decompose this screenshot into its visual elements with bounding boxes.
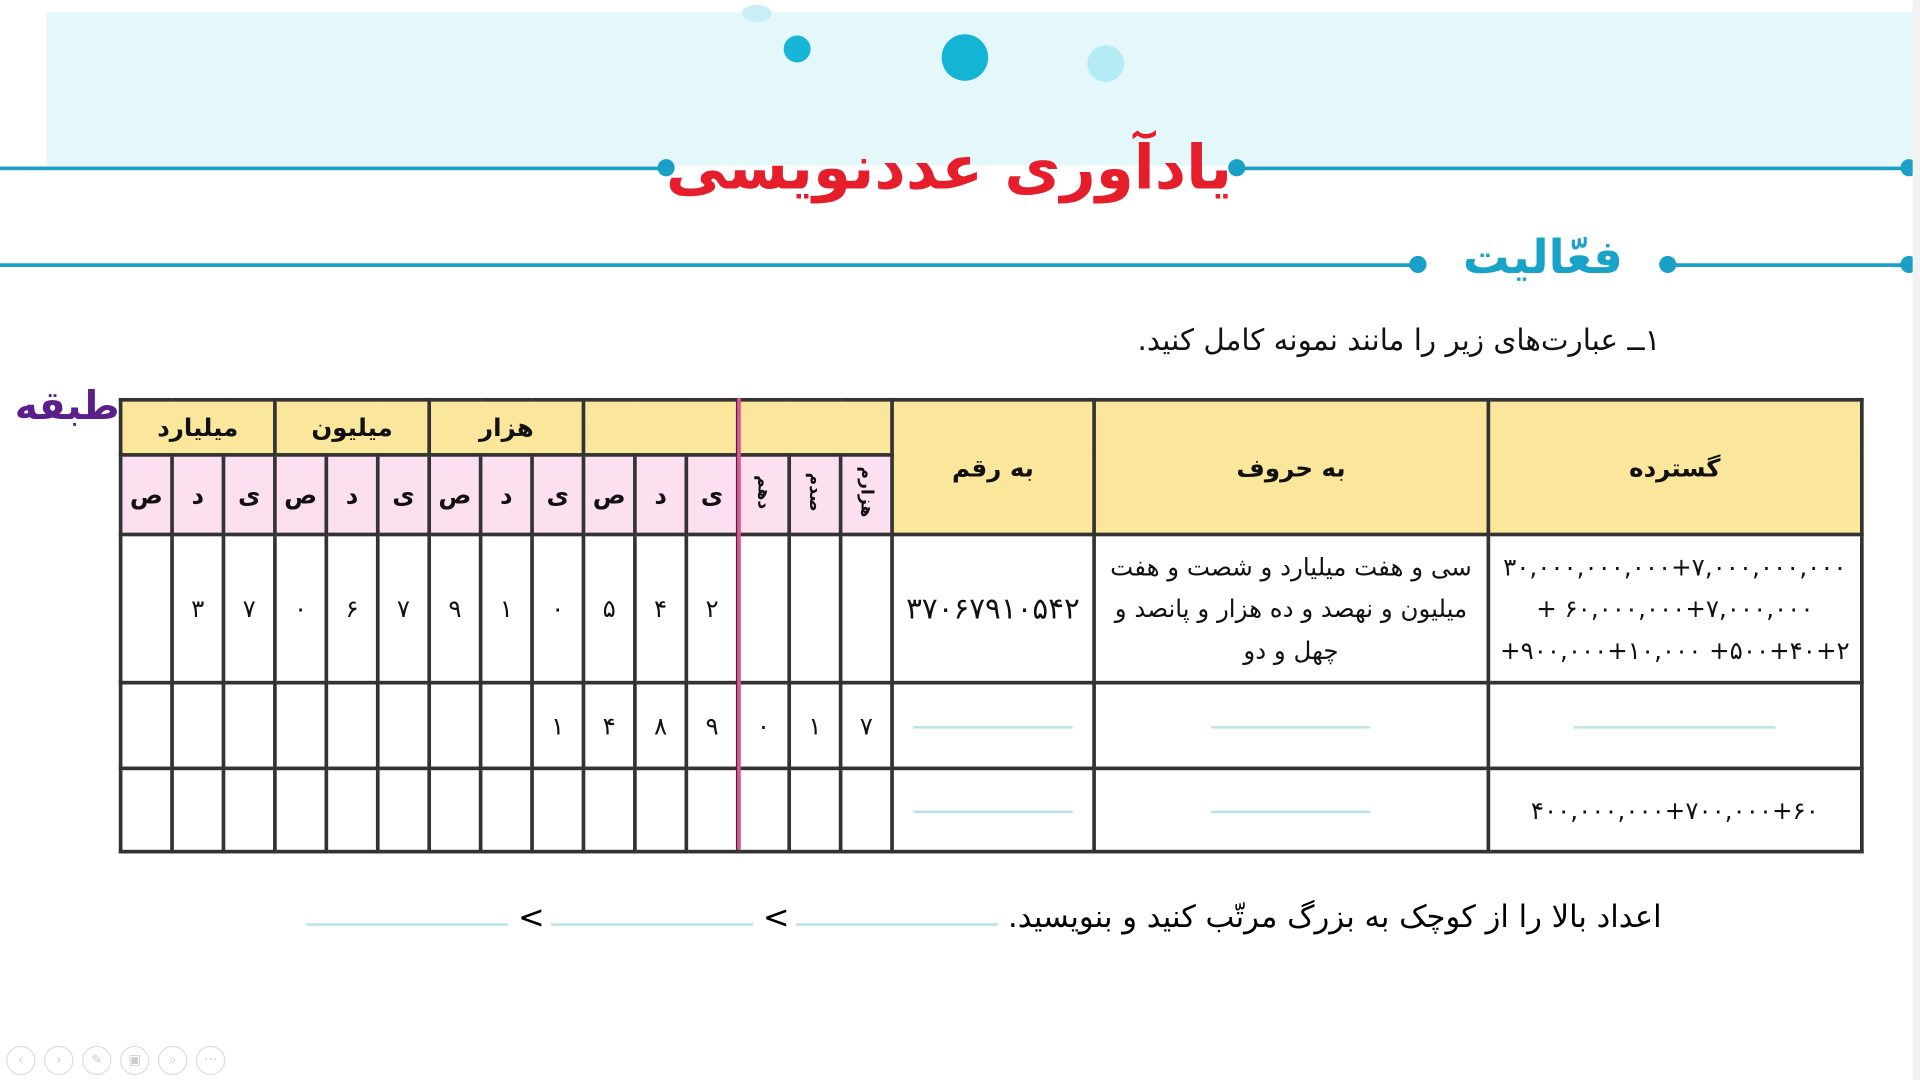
expanded-cell[interactable] — [1488, 768, 1861, 851]
digit-cell[interactable]: ۴ — [635, 534, 686, 682]
decimal-label — [738, 455, 789, 535]
digit-cell[interactable]: ۹ — [429, 534, 480, 682]
decor-dot — [1087, 45, 1124, 82]
header-words: به حروف — [1094, 400, 1488, 535]
digit-cell[interactable] — [275, 683, 326, 769]
place-label: د — [172, 455, 223, 535]
digit-cell[interactable]: ۱ — [481, 534, 532, 682]
answer-blank[interactable] — [306, 923, 508, 925]
digit-cell[interactable] — [223, 768, 274, 851]
digit-cell[interactable]: ۷ — [378, 534, 429, 682]
more-icon[interactable]: ··· — [196, 1046, 225, 1075]
place-label: ی — [378, 455, 429, 535]
digit-cell[interactable] — [583, 768, 634, 851]
decimal-label — [841, 455, 892, 535]
digit-cell[interactable] — [686, 768, 737, 851]
digit-cell[interactable] — [121, 683, 172, 769]
digit-cell[interactable] — [172, 768, 223, 851]
digit-cell[interactable] — [738, 768, 789, 851]
expanded-cell[interactable] — [1488, 683, 1861, 769]
digit-cell[interactable] — [532, 768, 583, 851]
digit-cell[interactable] — [481, 768, 532, 851]
expanded-cell[interactable] — [1488, 534, 1861, 682]
place-label: د — [481, 455, 532, 535]
instruction-text: ۱ــ عبارت‌های زیر را مانند نمونه کامل کنید. — [1137, 323, 1661, 358]
digit-cell[interactable]: ۲ — [686, 534, 737, 682]
place-label: ص — [429, 455, 480, 535]
decimal-label-text: هزارم — [856, 466, 877, 518]
decor-dot — [742, 5, 771, 22]
place-label: د — [635, 455, 686, 535]
digit-cell[interactable] — [635, 768, 686, 851]
group-units — [583, 400, 737, 455]
digit-cell[interactable] — [121, 768, 172, 851]
digit-cell[interactable] — [481, 683, 532, 769]
digit-cell[interactable] — [789, 534, 840, 682]
table-row — [121, 534, 1862, 682]
digit-cell[interactable] — [841, 768, 892, 851]
place-label: ص — [583, 455, 634, 535]
place-label: ی — [686, 455, 737, 535]
digit-cell[interactable]: ۶ — [326, 534, 377, 682]
expanded-line: + ۶۰,۰۰۰,۰۰۰+۷,۰۰۰,۰۰۰ — [1536, 593, 1814, 624]
line-dot — [1409, 256, 1426, 273]
line-dot — [1659, 256, 1676, 273]
digit-cell[interactable]: ۱ — [789, 683, 840, 769]
digit-cell[interactable]: ۷ — [223, 534, 274, 682]
answer-blank[interactable] — [1211, 726, 1370, 728]
expanded-line: +۹۰۰,۰۰۰+۱۰,۰۰۰ +۵۰۰+۴۰+۲ — [1500, 635, 1850, 665]
less-than-symbol: < — [762, 900, 790, 937]
digit-cell[interactable] — [326, 683, 377, 769]
place-label: ص — [121, 455, 172, 535]
number-cell[interactable] — [892, 534, 1094, 682]
decimal-label-text: صدم — [805, 472, 825, 512]
digit-cell[interactable] — [326, 768, 377, 851]
words-cell[interactable] — [1094, 683, 1488, 769]
decimal-label — [789, 455, 840, 535]
number-cell[interactable] — [892, 683, 1094, 769]
digit-cell[interactable]: ۳ — [172, 534, 223, 682]
digit-cell[interactable]: ۱ — [532, 683, 583, 769]
divider-line — [0, 263, 1418, 267]
zoom-icon[interactable]: ⌕ — [158, 1046, 187, 1075]
number-cell-text: ۳۷۰۶۷۹۱۰۵۴۲ — [906, 591, 1080, 626]
decor-dot — [942, 34, 989, 81]
answer-blank[interactable] — [913, 811, 1072, 813]
decor-dot — [784, 36, 811, 63]
digit-cell[interactable] — [738, 534, 789, 682]
class-label: طبقه — [14, 382, 120, 429]
pen-icon[interactable]: ✎ — [82, 1046, 111, 1075]
less-than-symbol: < — [517, 900, 545, 937]
words-cell-text: سی و هفت میلیارد و شصت و هفت میلیون و نهصد و ده هزار و پانصد و چهل و دو — [1110, 552, 1472, 665]
group-billion: میلیارد — [121, 400, 275, 455]
digit-cell[interactable]: ۰ — [275, 534, 326, 682]
digit-cell[interactable] — [789, 768, 840, 851]
place-label: ی — [223, 455, 274, 535]
expanded-line: ۳۰,۰۰۰,۰۰۰,۰۰۰+۷,۰۰۰,۰۰۰,۰۰۰ — [1503, 552, 1847, 582]
expanded-line: ۴۰۰,۰۰۰,۰۰۰+۷۰۰,۰۰۰+۶۰ — [1530, 795, 1819, 825]
place-label: ص — [275, 455, 326, 535]
group-thousand: هزار — [429, 400, 583, 455]
place-label: ی — [532, 455, 583, 535]
header-expanded: گسترده — [1488, 400, 1861, 535]
digit-cell[interactable] — [223, 683, 274, 769]
header-number: به رقم — [892, 400, 1094, 535]
group-decimals — [738, 400, 892, 455]
divider-line — [1668, 263, 1910, 267]
digit-cell[interactable] — [429, 768, 480, 851]
divider-line — [1237, 167, 1910, 171]
digit-cell[interactable]: ۵ — [583, 534, 634, 682]
decimal-label-text: دهم — [753, 474, 774, 509]
digit-cell[interactable]: ۷ — [841, 683, 892, 769]
digit-cell[interactable] — [841, 534, 892, 682]
next-icon[interactable]: › — [44, 1046, 73, 1075]
answer-blank[interactable] — [1211, 811, 1370, 813]
group-million: میلیون — [275, 400, 429, 455]
prev-icon[interactable]: ‹ — [6, 1046, 35, 1075]
table-row — [121, 683, 1862, 769]
answer-blank[interactable] — [551, 923, 753, 925]
words-cell[interactable] — [1094, 534, 1488, 682]
digit-cell[interactable]: ۹ — [686, 683, 737, 769]
digit-cell[interactable]: ۴ — [583, 683, 634, 769]
digit-cell[interactable] — [378, 768, 429, 851]
table-row — [121, 768, 1862, 851]
page-title: یادآوری عددنویسی — [665, 132, 1233, 204]
order-instruction: اعداد بالا را از کوچک به بزرگ مرتّب کنید و بنویسید. — [1008, 898, 1662, 935]
number-cell[interactable] — [892, 768, 1094, 851]
digit-cell[interactable]: ۰ — [532, 534, 583, 682]
place-label: د — [326, 455, 377, 535]
digit-cell[interactable] — [378, 683, 429, 769]
slides-icon[interactable]: ▣ — [120, 1046, 149, 1075]
digit-cell[interactable] — [275, 768, 326, 851]
digit-cell[interactable]: ۰ — [738, 683, 789, 769]
decimal-separator-line — [737, 398, 741, 850]
place-value-table — [119, 398, 1864, 854]
answer-blank[interactable] — [1574, 726, 1776, 728]
digit-cell[interactable] — [172, 683, 223, 769]
section-title: فعّالیت — [1462, 230, 1623, 285]
digit-cell[interactable] — [429, 683, 480, 769]
scrollbar[interactable] — [1913, 0, 1920, 1080]
digit-cell[interactable] — [121, 534, 172, 682]
digit-cell[interactable]: ۸ — [635, 683, 686, 769]
answer-blank[interactable] — [913, 726, 1072, 728]
answer-blank[interactable] — [796, 923, 998, 925]
divider-line — [0, 167, 667, 171]
words-cell[interactable] — [1094, 768, 1488, 851]
